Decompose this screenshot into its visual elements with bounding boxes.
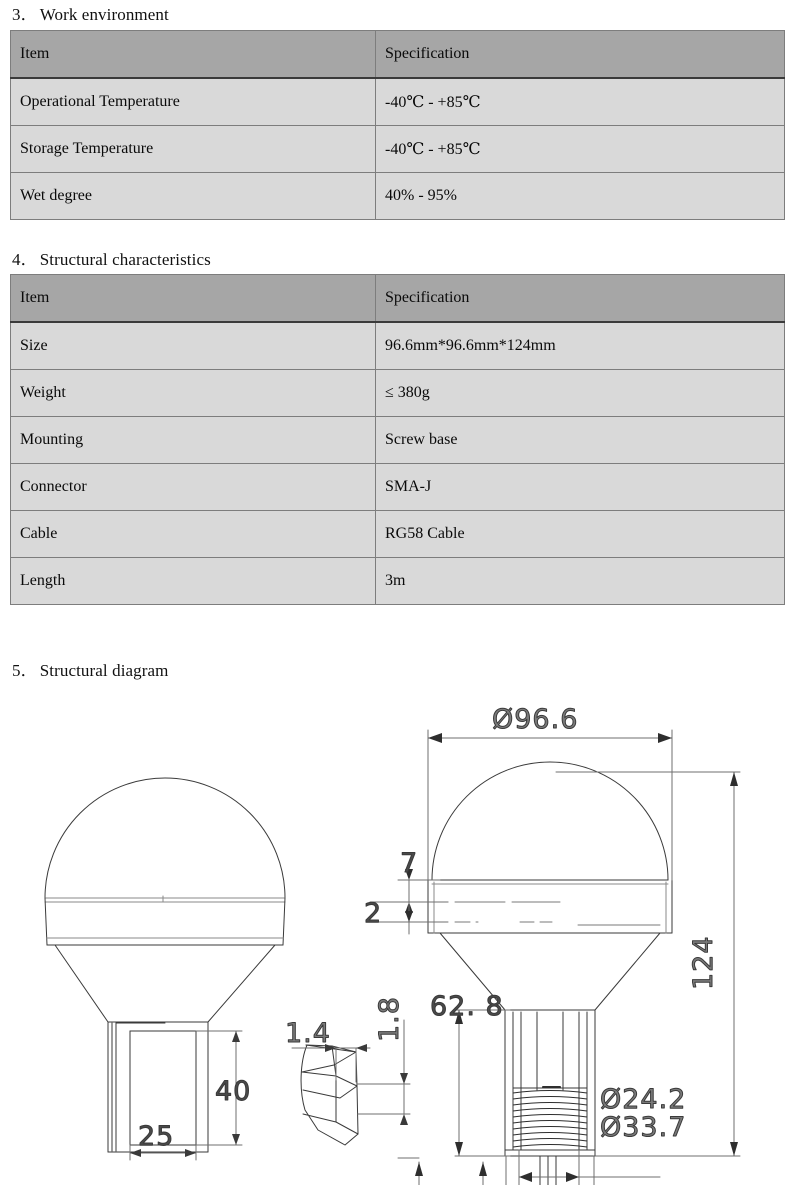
section-heading-structural-characteristics [12, 250, 211, 270]
cell-item: Mounting [11, 417, 376, 464]
section-number: 5． [12, 661, 38, 680]
dimension-label-dia-24-2: Ø24.2 [600, 1084, 687, 1115]
table-header-row [11, 275, 785, 323]
table-row [11, 173, 785, 220]
cell-item: Operational Temperature [11, 78, 376, 126]
table-row [11, 417, 785, 464]
cell-specification: 96.6mm*96.6mm*124mm [376, 322, 785, 370]
dimension-62-8 [455, 1010, 510, 1156]
cell-specification: RG58 Cable [376, 511, 785, 558]
section-number: 3． [12, 5, 38, 24]
section-title: Structural characteristics [39, 250, 211, 269]
cell-item: Weight [11, 370, 376, 417]
section-heading-structural-diagram [12, 661, 169, 681]
dimension-label-2: 2 [364, 898, 383, 929]
cell-item: Wet degree [11, 173, 376, 220]
dimension-label-40: 40 [215, 1076, 252, 1107]
cell-item: Connector [11, 464, 376, 511]
table-header-row [11, 31, 785, 79]
table-work-environment [10, 30, 785, 220]
cell-specification: 3m [376, 558, 785, 605]
cell-item: Length [11, 558, 376, 605]
cell-item: Cable [11, 511, 376, 558]
column-header-item: Item [11, 31, 376, 79]
column-header-specification: Specification [376, 275, 785, 323]
dimension-label-dia-33-7: Ø33.7 [600, 1112, 687, 1143]
table-row [11, 464, 785, 511]
thread-profile-detail [301, 1045, 358, 1185]
cell-specification: -40℃ - +85℃ [376, 78, 785, 126]
structural-diagram-figure [0, 690, 805, 1185]
table-row [11, 78, 785, 126]
section-number: 4． [12, 250, 38, 269]
cell-item: Size [11, 322, 376, 370]
table-row [11, 370, 785, 417]
section-title: Structural diagram [39, 661, 169, 680]
table-row [11, 126, 785, 173]
column-header-item: Item [11, 275, 376, 323]
thread-hatching [513, 1087, 587, 1147]
table-row [11, 511, 785, 558]
section-title: Work environment [39, 5, 169, 24]
table-row [11, 322, 785, 370]
column-header-specification: Specification [376, 31, 785, 79]
cell-specification: Screw base [376, 417, 785, 464]
dimension-label-62-8: 62. 8 [430, 991, 504, 1022]
dimension-label-1-4: 1.4 [285, 1018, 331, 1049]
dimension-label-7: 7 [400, 848, 419, 879]
dimension-label-dia-96-6: Ø96.6 [492, 704, 579, 735]
cell-specification: SMA-J [376, 464, 785, 511]
dimension-label-1-8: 1.8 [374, 996, 405, 1042]
dimension-1-4 [292, 1044, 370, 1082]
section-heading-work-environment [12, 5, 169, 25]
dimension-label-25: 25 [138, 1121, 175, 1152]
dimension-label-124: 124 [688, 935, 719, 990]
dimension-dia-96-6 [428, 730, 672, 880]
cell-specification: ≤ 380g [376, 370, 785, 417]
cell-specification: -40℃ - +85℃ [376, 126, 785, 173]
table-structural-characteristics [10, 274, 785, 605]
table-row [11, 558, 785, 605]
cell-item: Storage Temperature [11, 126, 376, 173]
cell-specification: 40% - 95% [376, 173, 785, 220]
